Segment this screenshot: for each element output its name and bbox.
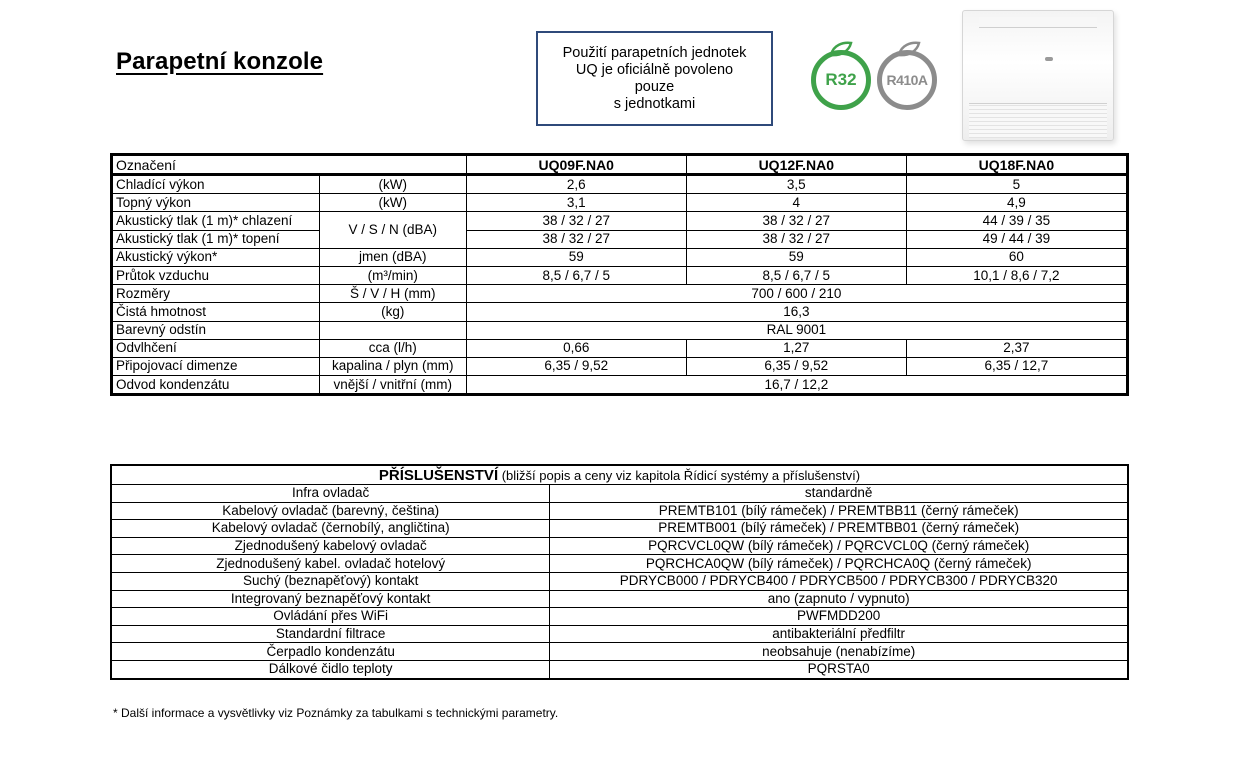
spec-value: 2,6 xyxy=(466,175,686,194)
spec-row xyxy=(112,248,1128,266)
accessory-row xyxy=(111,660,1128,678)
accessory-value: antibakteriální předfiltr xyxy=(550,625,1128,643)
spec-value: 2,37 xyxy=(906,339,1127,357)
accessories-heading-bold: PŘÍSLUŠENSTVÍ xyxy=(378,466,499,484)
accessory-row xyxy=(111,520,1128,538)
spec-value: 60 xyxy=(906,248,1127,266)
spec-row xyxy=(112,194,1128,212)
spec-row xyxy=(112,303,1128,321)
accessory-label: Čerpadlo kondenzátu xyxy=(111,643,550,661)
usage-note-line: pouze xyxy=(634,78,675,95)
spec-row xyxy=(112,212,1128,230)
spec-value: 0,66 xyxy=(466,339,686,357)
spec-value: 16,7 / 12,2 xyxy=(466,376,1127,395)
spec-value: 4,9 xyxy=(906,194,1127,212)
accessory-row xyxy=(111,502,1128,520)
accessory-value: PQRCHCA0QW (bílý rámeček) / PQRCHCA0Q (černý rámeček) xyxy=(550,555,1128,573)
spec-value: 8,5 / 6,7 / 5 xyxy=(466,266,686,284)
model-header: UQ09F.NA0 xyxy=(466,155,686,175)
spec-unit: jmen (dBA) xyxy=(319,248,466,266)
spec-value: 44 / 39 / 35 xyxy=(906,212,1127,230)
accessories-heading-note: (bližší popis a ceny viz kapitola Řídicí systémy a příslušenství) xyxy=(498,467,861,483)
r32-label: R32 xyxy=(825,70,857,89)
accessory-label: Kabelový ovladač (barevný, čeština) xyxy=(111,502,550,520)
spec-row xyxy=(112,321,1128,339)
accessory-label: Suchý (beznapěťový) kontakt xyxy=(111,572,550,590)
accessory-row xyxy=(111,555,1128,573)
spec-value: 10,1 / 8,6 / 7,2 xyxy=(906,266,1127,284)
accessories-table xyxy=(110,464,1129,680)
footnote: * Další informace a vysvětlivky viz Poznámky za tabulkami s technickými parametry. xyxy=(113,706,559,720)
spec-row xyxy=(112,339,1128,357)
spec-value: 59 xyxy=(466,248,686,266)
spec-row xyxy=(112,285,1128,303)
accessory-row xyxy=(111,485,1128,503)
model-header: UQ18F.NA0 xyxy=(906,155,1127,175)
spec-table xyxy=(110,153,1129,396)
spec-value: RAL 9001 xyxy=(466,321,1127,339)
accessory-label: Ovládání přes WiFi xyxy=(111,608,550,626)
spec-value: 6,35 / 9,52 xyxy=(466,357,686,375)
spec-label: Akustický tlak (1 m)* topení xyxy=(112,230,320,248)
spec-unit: (kg) xyxy=(319,303,466,321)
leaf-icon xyxy=(897,41,921,57)
spec-value: 1,27 xyxy=(686,339,906,357)
spec-unit: (m³/min) xyxy=(319,266,466,284)
spec-unit: kapalina / plyn (mm) xyxy=(319,357,466,375)
spec-label: Rozměry xyxy=(112,285,320,303)
spec-value: 16,3 xyxy=(466,303,1127,321)
spec-unit: vnější / vnitřní (mm) xyxy=(319,376,466,395)
usage-note-box xyxy=(536,31,773,126)
spec-label: Chladící výkon xyxy=(112,175,320,194)
r32-refrigerant-badge xyxy=(811,50,871,110)
r410a-refrigerant-badge xyxy=(877,50,937,110)
accessory-label: Kabelový ovladač (černobílý, angličtina) xyxy=(111,520,550,538)
spec-unit: V / S / N (dBA) xyxy=(319,212,466,248)
spec-value: 3,1 xyxy=(466,194,686,212)
console-unit-image xyxy=(962,10,1114,141)
spec-value: 6,35 / 12,7 xyxy=(906,357,1127,375)
spec-header-label: Označení xyxy=(112,155,467,175)
r410a-label: R410A xyxy=(886,72,928,88)
accessory-row xyxy=(111,537,1128,555)
accessory-value: PWFMDD200 xyxy=(550,608,1128,626)
spec-unit: Š / V / H (mm) xyxy=(319,285,466,303)
accessory-row xyxy=(111,625,1128,643)
accessory-row xyxy=(111,590,1128,608)
accessory-value: PREMTB101 (bílý rámeček) / PREMTBB11 (černý rámeček) xyxy=(550,502,1128,520)
accessory-value: PQRSTA0 xyxy=(550,660,1128,678)
accessory-value: PDRYCB000 / PDRYCB400 / PDRYCB500 / PDRYCB300 / PDRYCB320 xyxy=(550,572,1128,590)
spec-label: Akustický tlak (1 m)* chlazení xyxy=(112,212,320,230)
spec-value: 3,5 xyxy=(686,175,906,194)
spec-value: 700 / 600 / 210 xyxy=(466,285,1127,303)
spec-row xyxy=(112,266,1128,284)
accessories-heading xyxy=(111,465,1128,485)
spec-unit: (kW) xyxy=(319,194,466,212)
accessory-value: standardně xyxy=(550,485,1128,503)
spec-row xyxy=(112,357,1128,375)
spec-value: 38 / 32 / 27 xyxy=(466,230,686,248)
page-title: Parapetní konzole xyxy=(116,48,324,75)
spec-label: Barevný odstín xyxy=(112,321,320,339)
accessory-label: Zjednodušený kabel. ovladač hotelový xyxy=(111,555,550,573)
unit-air-outlet xyxy=(979,17,1097,28)
usage-note-line: s jednotkami xyxy=(613,95,696,112)
accessories-heading-row xyxy=(111,465,1128,485)
accessory-value: PQRCVCL0QW (bílý rámeček) / PQRCVCL0Q (černý rámeček) xyxy=(550,537,1128,555)
accessory-value: PREMTB001 (bílý rámeček) / PREMTBB01 (černý rámeček) xyxy=(550,520,1128,538)
unit-logo xyxy=(1045,57,1053,61)
spec-unit: cca (l/h) xyxy=(319,339,466,357)
accessory-label: Dálkové čidlo teploty xyxy=(111,660,550,678)
spec-unit: (kW) xyxy=(319,175,466,194)
spec-value: 38 / 32 / 27 xyxy=(686,212,906,230)
accessory-label: Zjednodušený kabelový ovladač xyxy=(111,537,550,555)
spec-value: 4 xyxy=(686,194,906,212)
unit-grille xyxy=(969,103,1107,138)
accessory-value: ano (zapnuto / vypnuto) xyxy=(550,590,1128,608)
spec-header-row xyxy=(112,155,1128,175)
spec-row xyxy=(112,175,1128,194)
usage-note-line: Použití parapetních jednotek xyxy=(562,44,747,61)
spec-unit xyxy=(319,321,466,339)
spec-value: 38 / 32 / 27 xyxy=(466,212,686,230)
spec-value: 59 xyxy=(686,248,906,266)
accessory-value: neobsahuje (nenabízíme) xyxy=(550,643,1128,661)
spec-row xyxy=(112,230,1128,248)
spec-value: 5 xyxy=(906,175,1127,194)
spec-value: 38 / 32 / 27 xyxy=(686,230,906,248)
spec-label: Topný výkon xyxy=(112,194,320,212)
spec-value: 8,5 / 6,7 / 5 xyxy=(686,266,906,284)
usage-note-line: UQ je oficiálně povoleno xyxy=(575,61,734,78)
accessory-label: Standardní filtrace xyxy=(111,625,550,643)
spec-value: 6,35 / 9,52 xyxy=(686,357,906,375)
accessory-label: Integrovaný beznapěťový kontakt xyxy=(111,590,550,608)
accessory-row xyxy=(111,643,1128,661)
accessory-row xyxy=(111,608,1128,626)
spec-label: Akustický výkon* xyxy=(112,248,320,266)
accessory-row xyxy=(111,572,1128,590)
spec-label: Odvod kondenzátu xyxy=(112,376,320,395)
spec-value: 49 / 44 / 39 xyxy=(906,230,1127,248)
spec-label: Čistá hmotnost xyxy=(112,303,320,321)
spec-label: Průtok vzduchu xyxy=(112,266,320,284)
spec-label: Připojovací dimenze xyxy=(112,357,320,375)
spec-row xyxy=(112,376,1128,395)
accessory-label: Infra ovladač xyxy=(111,485,550,503)
spec-label: Odvlhčení xyxy=(112,339,320,357)
model-header: UQ12F.NA0 xyxy=(686,155,906,175)
leaf-icon xyxy=(829,41,853,57)
